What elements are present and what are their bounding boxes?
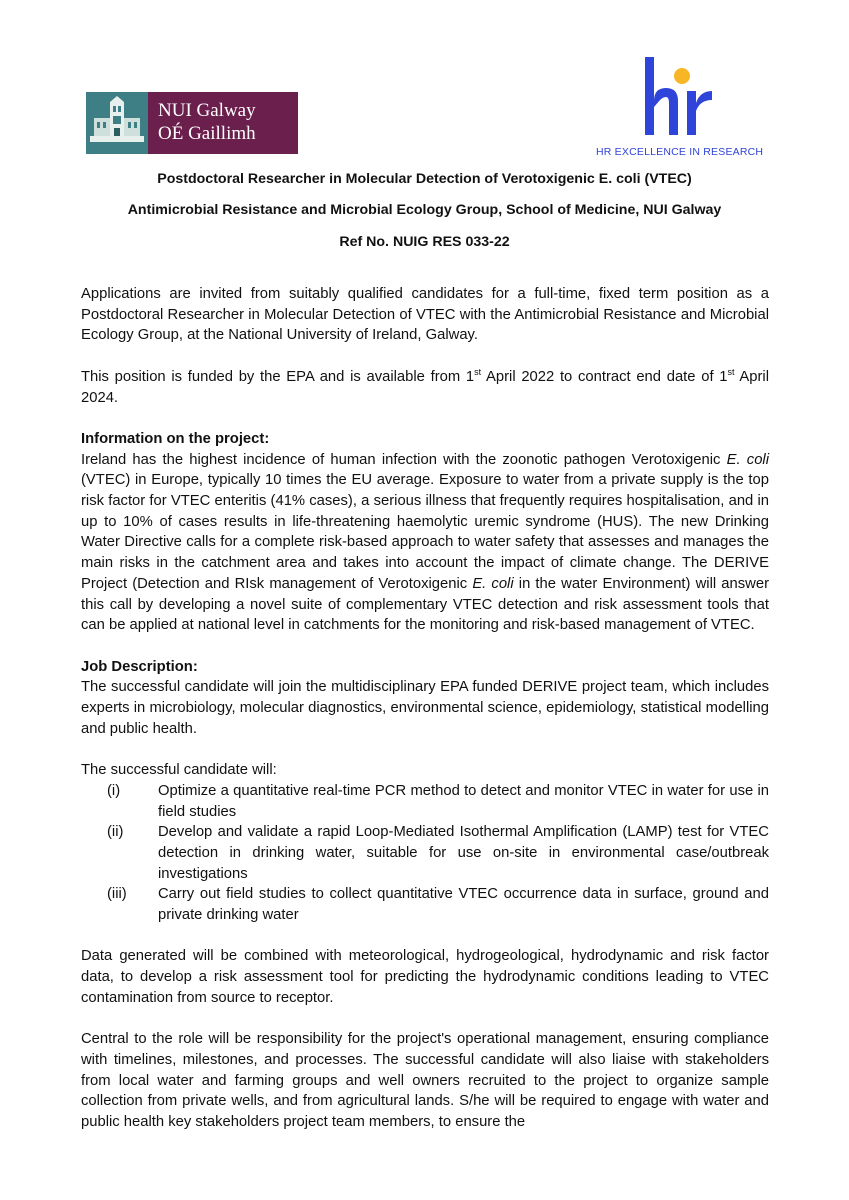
- nui-crest-icon: [86, 92, 148, 154]
- nui-name-english: NUI Galway: [158, 100, 256, 121]
- group-name: Antimicrobial Resistance and Microbial Ecology Group, School of Medicine, NUI Galway: [127, 202, 722, 218]
- hr-excellence-logo: [594, 55, 754, 160]
- list-number: (i): [107, 782, 121, 799]
- nui-galway-logo: [86, 92, 298, 154]
- responsibilities-paragraph: Central to the role will be responsibility for the project's operational management, ensuring compliance with timelines, milestones, and processes. The successful candidate will also liaise with stakeholders from local water and farming groups and well owners recruited to the project to organize sample collection from private wells, and from agricultural lands. S/he will be required to engage with water and public health key stakeholders project team members, to ensure the: [81, 1031, 769, 1131]
- project-paragraph: Ireland has the highest incidence of human infection with the zoonotic pathogen Verotoxigenic E. coli (VTEC) in Europe, typically 10 times the EU average. Exposure to water from a private supply is the top risk factor for VTEC enteritis (41% cases), a serious illness that frequently requires hospitalisation, and in up to 10% of cases results in life-threatening haemolytic uremic syndrome (HUS). The new Drinking Water Directive calls for a complete risk-based approach to water safety that assesses and manages the main risks in the catchment area and takes into account the impact of climate change. The DERIVE Project (Detection and RIsk management of Verotoxigenic E. coli in the water Environment) will answer this call by developing a novel suite of complementary VTEC detection and risk assessment tools that can be applied at national level in catchments for the monitoring and risk-based management of VTEC.: [81, 451, 769, 634]
- list-text: Carry out field studies to collect quantitative VTEC occurrence data in surface, ground and private drinking water: [158, 886, 769, 924]
- intro-paragraph: Applications are invited from suitably qualified candidates for a full-time, fixed term position as a Postdoctoral Researcher in Molecular Detection of VTEC with the Antimicrobial Resistance and Microbial Ecology Group, at the National University of Ireland, Galway.: [81, 286, 769, 344]
- list-item: [81, 781, 769, 822]
- job-description-heading: Job Description:: [81, 658, 198, 675]
- reference-number: Ref No. NUIG RES 033-22: [339, 234, 510, 250]
- job-title: Postdoctoral Researcher in Molecular Detection of Verotoxigenic E. coli (VTEC): [157, 171, 692, 187]
- project-heading: Information on the project:: [81, 430, 270, 447]
- document-body: [81, 284, 769, 1133]
- list-text: Develop and validate a rapid Loop-Mediated Isothermal Amplification (LAMP) test for VTEC detection in drinking water, suitable for use on-site in environmental case/outbreak investigations: [158, 824, 769, 882]
- hr-logo-icon: [594, 55, 754, 145]
- list-number: (iii): [107, 886, 127, 903]
- nui-wordmark: [148, 92, 298, 154]
- list-text: Optimize a quantitative real-time PCR method to detect and monitor VTEC in water for use in field studies: [158, 782, 769, 820]
- list-item: [81, 884, 769, 925]
- duties-intro: The successful candidate will:: [81, 762, 277, 779]
- data-paragraph: Data generated will be combined with meteorological, hydrogeological, hydrodynamic and risk factor data, to develop a risk assessment tool for predicting the hydrodynamic conditions leading to VTEC contamination from source to receptor.: [81, 948, 769, 1006]
- list-number: (ii): [107, 824, 124, 841]
- hr-caption: HR EXCELLENCE IN RESEARCH: [596, 146, 764, 158]
- list-item: [81, 822, 769, 884]
- job-description-paragraph: The successful candidate will join the multidisciplinary EPA funded DERIVE project team, which includes experts in microbiology, molecular diagnostics, environmental science, epidemiology, statistical modelling and public health.: [81, 679, 769, 737]
- funding-paragraph: This position is funded by the EPA and is available from 1st April 2022 to contract end date of 1st April 2024.: [81, 366, 770, 406]
- nui-name-irish: OÉ Gaillimh: [158, 123, 256, 144]
